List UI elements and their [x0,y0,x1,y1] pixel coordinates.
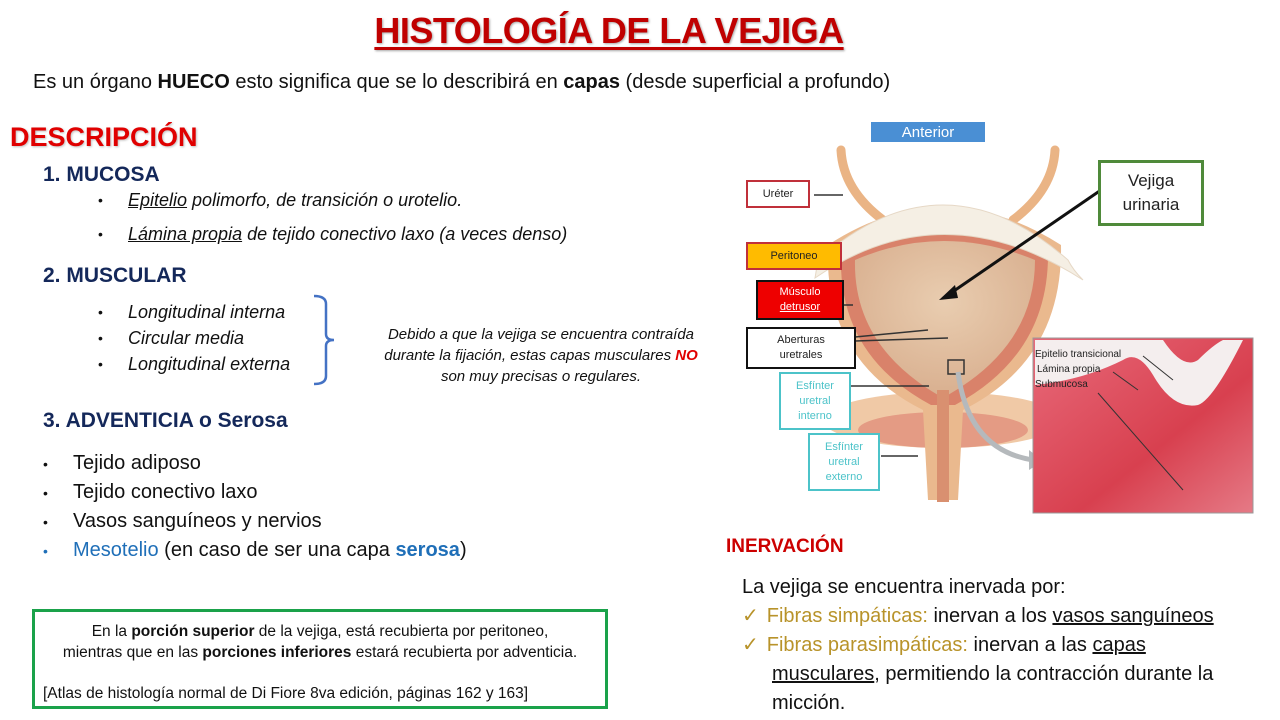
check-icon: ✓ [742,634,759,656]
micro-label-lamina: Lámina propia [1037,364,1101,375]
label-aberturas-uretrales [746,327,856,369]
label-esf-ext-line2: uretral [828,455,860,468]
label-musculo-line1: Músculo [779,286,821,298]
section-heading-adventicia: 3. ADVENTICIA o Serosa [43,409,288,432]
info-l1-bold: porción superior [131,623,255,640]
section-heading-muscular: 2. MUSCULAR [43,264,187,287]
muscular-note [356,324,726,387]
label-aberturas-line2: uretrales [779,349,823,361]
note-line-3: son muy precisas o regulares. [440,368,642,385]
bullet-icon: • [43,543,48,559]
info-line-2 [35,642,605,663]
adventicia-item-4-text: (en caso de ser una capa [158,539,396,561]
muscular-item-2-text: Circular media [128,328,245,348]
label-esf-ext-line1: Esfínter [825,440,863,453]
note-emphasis: NO [675,347,698,364]
bladder-diagram [743,110,1260,518]
innervation-item-2-rest: , permitiendo la contracción durante la [874,663,1214,685]
mucosa-item-2-term: Lámina propia [128,224,243,244]
bullet-icon: • [98,226,103,242]
info-l2-post: estará recubierta por adventicia. [351,644,578,661]
bullet-icon: • [98,330,103,346]
vasos-term: vasos sanguíneos [1052,605,1214,627]
label-esf-int-line2: uretral [799,394,831,407]
intro-bold-hueco: HUECO [157,71,230,93]
label-peritoneo: Peritoneo [746,242,842,270]
label-vejiga-urinaria [1098,160,1204,226]
mucosa-item-2 [98,224,568,245]
mesotelio-term: Mesotelio [73,539,159,561]
bullet-icon: • [98,356,103,372]
bullet-icon: • [98,304,103,320]
adventicia-item-2 [43,481,258,504]
parasympathetic-label: Fibras parasimpáticas: [766,634,968,656]
intro-mid: esto significa que se lo describirá en [229,71,564,93]
note-line-2 [356,345,726,366]
mucosa-item-1-text: polimorfo, de transición o urotelio. [187,190,463,210]
innervation-intro: La vejiga se encuentra inervada por: [742,576,1066,598]
label-musculo-line2: detrusor [779,301,821,313]
adventicia-item-2-text: Tejido conectivo laxo [73,481,258,503]
innervation-heading: INERVACIÓN [726,536,844,557]
check-icon: ✓ [742,605,759,627]
adventicia-item-3 [43,510,322,533]
serosa-term: serosa [395,539,460,561]
info-line-1 [35,621,605,642]
brace-icon [312,294,336,386]
innervation-item-2-text: inervan a las [967,634,1093,656]
intro-pre: Es un órgano [33,71,158,93]
bullet-icon: • [43,456,48,472]
adventicia-item-4-end: ) [459,539,467,561]
muscular-item-3-text: Longitudinal externa [128,354,291,374]
info-box-text [35,621,605,663]
muscular-item-1 [98,302,286,323]
adventicia-item-3-text: Vasos sanguíneos y nervios [73,510,322,532]
innervation-item-1 [742,602,1214,631]
innervation-item-2 [742,631,1214,660]
bullet-icon: • [43,485,48,501]
description-heading: DESCRIPCIÓN [10,122,198,152]
label-vejiga-line2: urinaria [1122,195,1180,214]
adventicia-item-1 [43,452,201,475]
info-box [32,609,608,709]
musculares-term: musculares [772,663,875,685]
innervation-item-1-text: inervan a los [927,605,1053,627]
info-l2-bold: porciones inferiores [202,644,352,661]
info-l1-pre: En la [91,623,132,640]
info-l1-post: de la vejiga, está recubierta por peritoneo, [254,623,549,640]
mucosa-item-1-term: Epitelio [128,190,188,210]
mucosa-item-1 [98,190,463,211]
label-esfinter-interno [779,372,851,430]
micrograph-labels [1035,347,1121,392]
muscular-item-2 [98,328,245,349]
capas-term: capas [1092,634,1146,656]
innervation-body [742,573,1214,718]
label-esf-ext-line3: externo [825,470,863,483]
bullet-icon: • [43,514,48,530]
label-vejiga-line1: Vejiga [1127,171,1175,190]
muscular-item-3 [98,354,291,375]
micro-label-epitelio: Epitelio transicional [1035,349,1122,360]
sympathetic-label: Fibras simpáticas: [766,605,928,627]
section-heading-mucosa: 1. MUCOSA [43,163,160,186]
adventicia-item-4 [43,539,467,562]
micro-label-submucosa: Submucosa [1035,379,1088,390]
anterior-label: Anterior [871,122,985,142]
label-esfinter-externo [808,433,880,491]
innervation-item-2-cont [742,660,1214,689]
info-l2-pre: mientras que en las [62,644,203,661]
label-ureter: Uréter [746,180,810,208]
slide-title: HISTOLOGÍA DE LA VEJIGA [374,10,844,51]
innervation-item-2-end: micción. [772,692,846,714]
intro-text [33,71,890,94]
muscular-item-1-text: Longitudinal interna [128,302,286,322]
note-line-1: Debido a que la vejiga se encuentra contraída [387,326,695,343]
intro-bold-capas: capas [563,71,620,93]
intro-post: (desde superficial a profundo) [620,71,891,93]
label-esf-int-line3: interno [798,409,832,422]
mucosa-item-2-text: de tejido conectivo laxo (a veces denso) [242,224,568,244]
adventicia-item-1-text: Tejido adiposo [73,452,201,474]
note-line-2-text: durante la fijación, estas capas musculares [384,347,676,364]
reference-text: [Atlas de histología normal de Di Fiore 8va edición, páginas 162 y 163] [43,685,529,702]
label-aberturas-line1: Aberturas [777,334,825,346]
bullet-icon: • [98,192,103,208]
label-musculo-detrusor [756,280,844,320]
label-esf-int-line1: Esfínter [796,379,834,392]
